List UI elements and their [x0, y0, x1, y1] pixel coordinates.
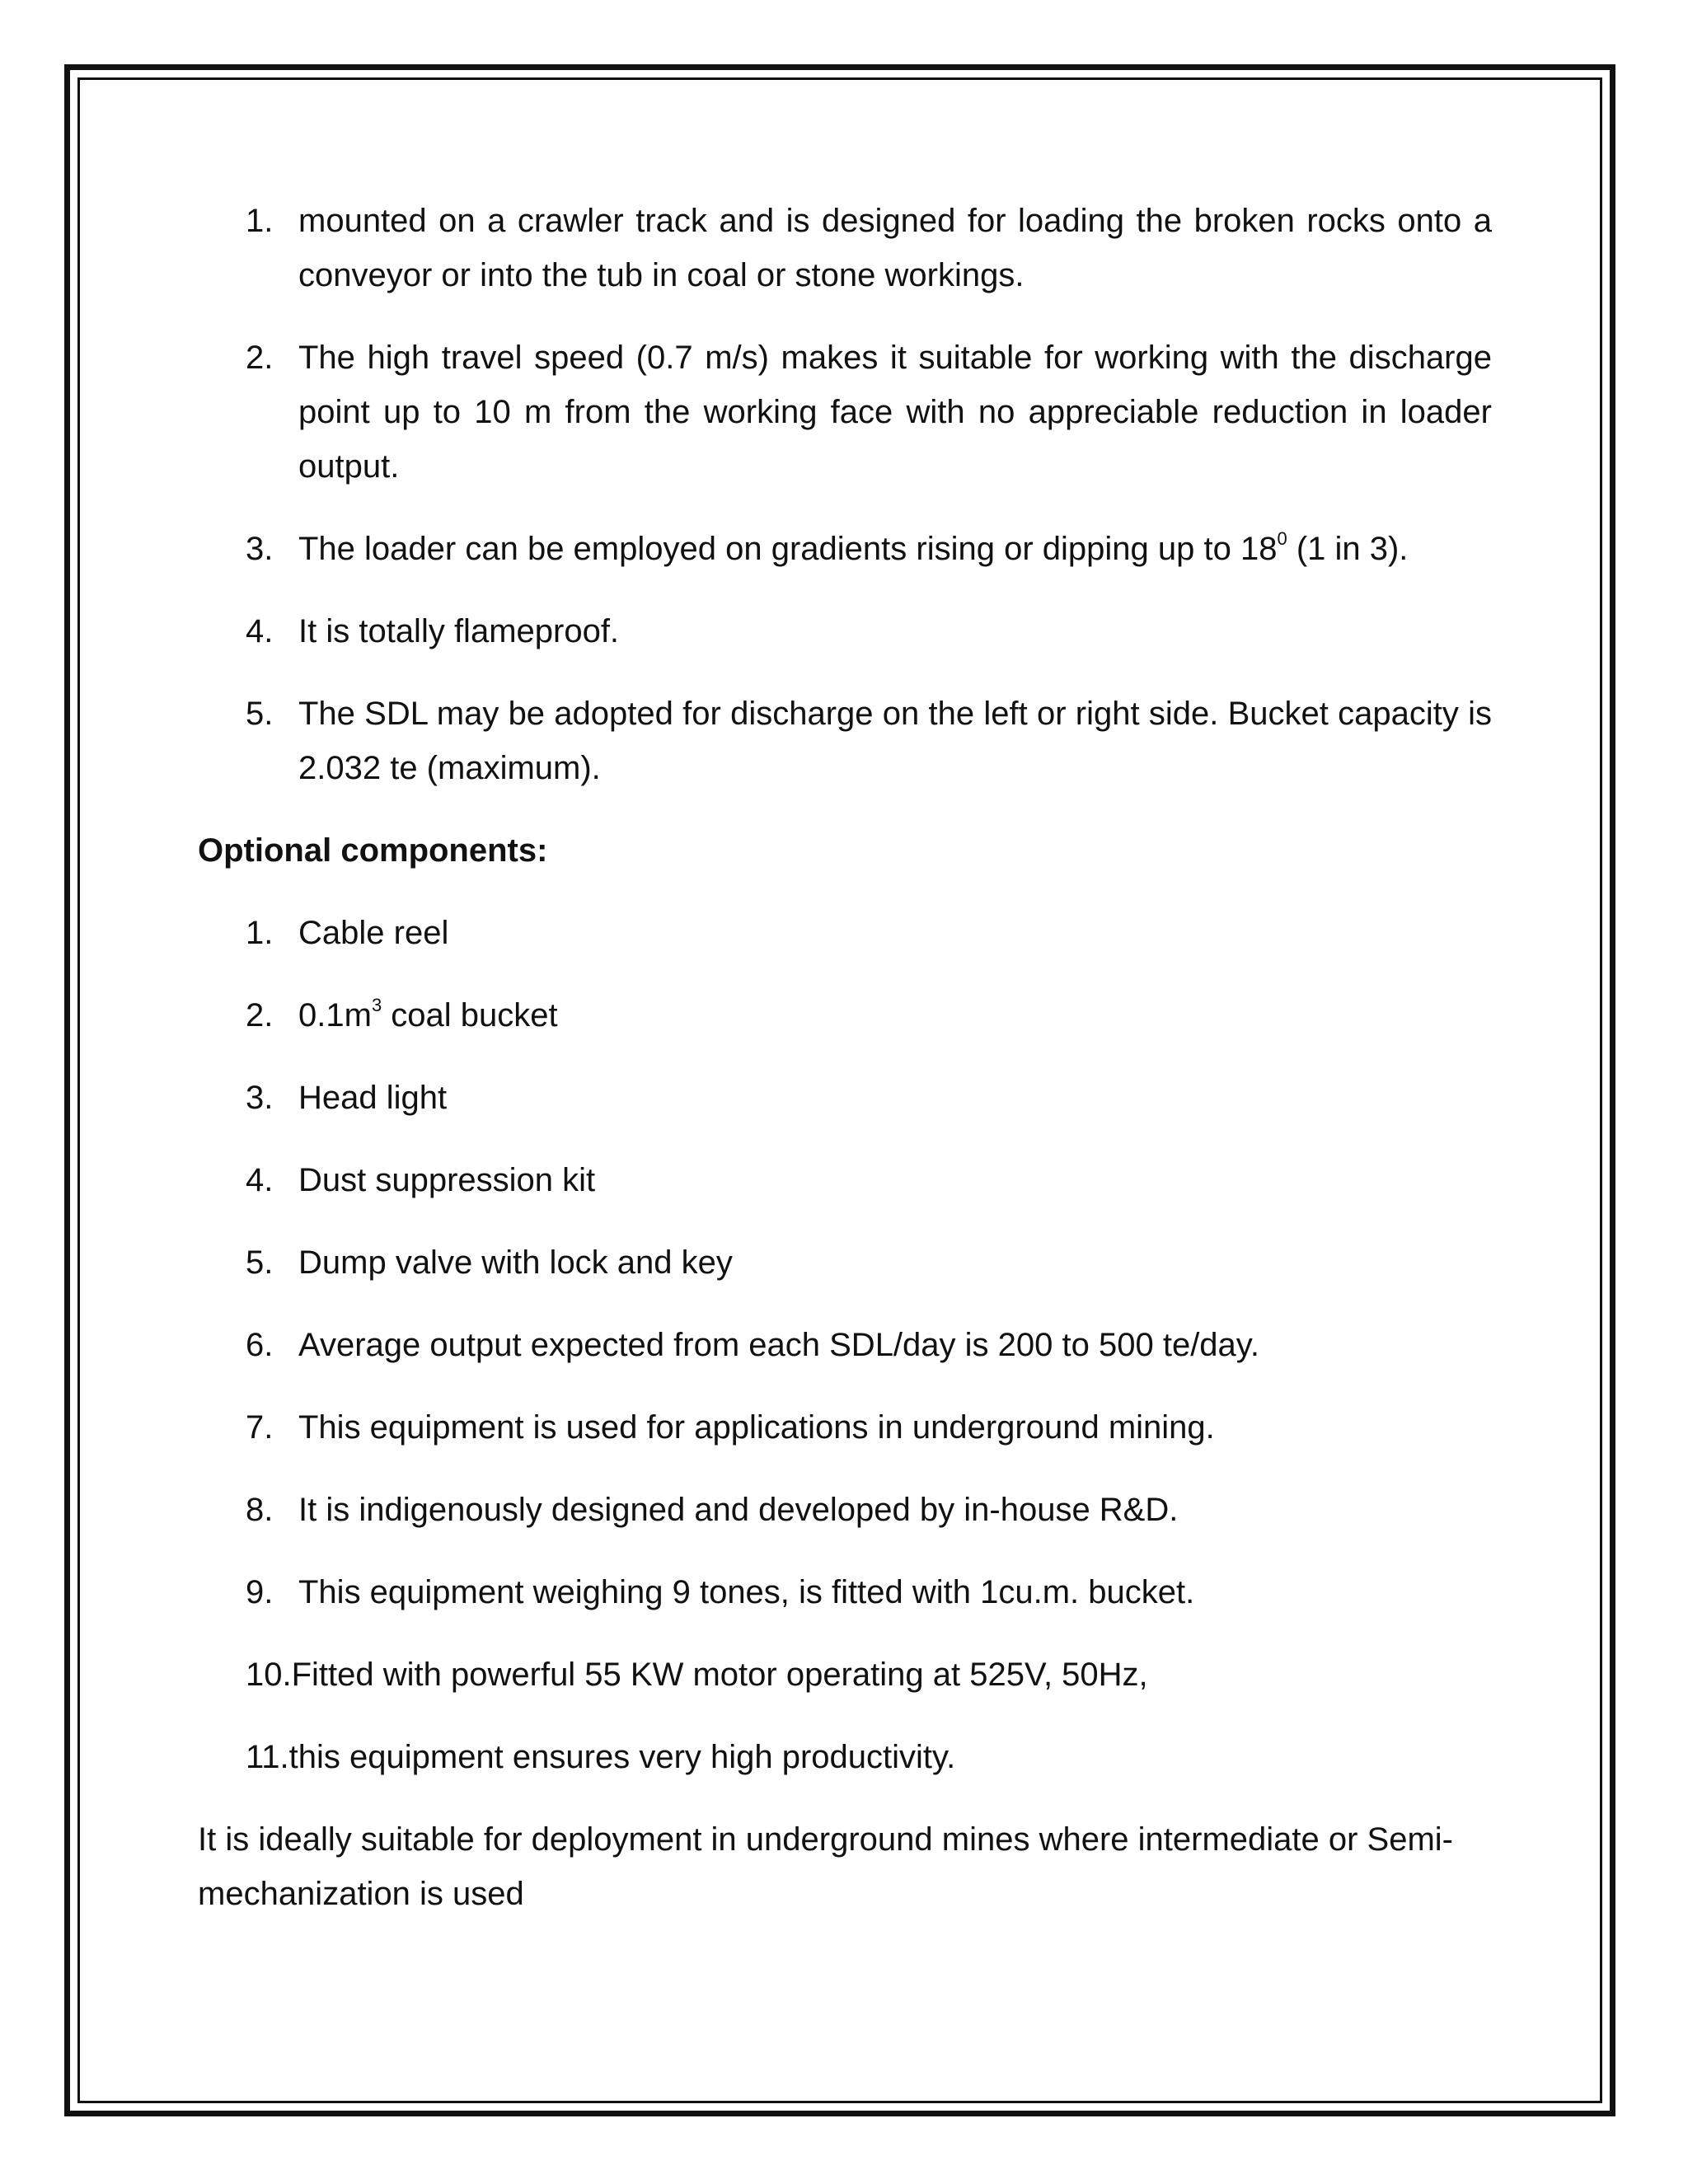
list-text-part: (1 in 3). — [1287, 531, 1409, 567]
list-number: 1. — [246, 915, 274, 951]
list-item — [198, 1730, 1492, 1784]
list-item — [198, 1647, 1492, 1702]
list-text-part: coal bucket — [382, 997, 558, 1033]
list-text: Dump valve with lock and key — [298, 1244, 733, 1281]
list-number: 4. — [246, 613, 274, 649]
list-number: 9. — [246, 1574, 274, 1610]
closing-paragraph: It is ideally suitable for deployment in underground mines where intermediate or Semi- mechanization is used — [198, 1821, 1453, 1912]
list-number: 7. — [246, 1409, 274, 1446]
list-text: 11.this equipment ensures very high productivity. — [246, 1739, 956, 1775]
section-heading: Optional components: — [198, 832, 548, 869]
list-number: 8. — [246, 1492, 274, 1528]
list-number: 6. — [246, 1327, 274, 1363]
list-text: This equipment weighing 9 tones, is fitted with 1cu.m. bucket. — [298, 1574, 1195, 1610]
document-body — [198, 194, 1492, 1921]
list-text: 10.Fitted with powerful 55 KW motor operating at 525V, 50Hz, — [246, 1657, 1148, 1693]
list-text: This equipment is used for applications in underground mining. — [298, 1409, 1215, 1446]
list-item — [198, 1483, 1492, 1537]
list-number: 3. — [246, 531, 274, 567]
list-text: Cable reel — [298, 915, 449, 951]
list-text: Head light — [298, 1080, 448, 1116]
superscript: 3 — [371, 994, 382, 1015]
list-item — [198, 906, 1492, 960]
list-item — [198, 1235, 1492, 1290]
list-item — [198, 604, 1492, 658]
list-item — [198, 522, 1492, 576]
list-item — [198, 1318, 1492, 1372]
list-text: It is totally flameproof. — [298, 613, 620, 649]
list-number: 5. — [246, 1244, 274, 1281]
superscript: 0 — [1277, 527, 1287, 549]
list-item — [198, 687, 1492, 795]
list-item — [198, 1153, 1492, 1207]
list-item — [198, 330, 1492, 494]
list-text: Dust suppression kit — [298, 1162, 596, 1198]
list-number: 2. — [246, 997, 274, 1033]
list-text-part: 0.1m — [298, 997, 372, 1033]
list-number: 5. — [246, 696, 274, 732]
list-text: It is indigenously designed and developed by in-house R&D. — [298, 1492, 1179, 1528]
list-text: Average output expected from each SDL/day is 200 to 500 te/day. — [298, 1327, 1259, 1363]
list-item — [198, 1565, 1492, 1619]
list-item — [198, 988, 1492, 1043]
list-number: 4. — [246, 1162, 274, 1198]
list-item — [198, 1071, 1492, 1125]
list-text: mounted on a crawler track and is designed for loading the broken rocks onto a conveyor or into the tub in coal or stone workings. — [298, 203, 1492, 293]
list-text: The SDL may be adopted for discharge on the left or right side. Bucket capacity is 2.032 te (maximum). — [298, 696, 1492, 786]
list-item — [198, 1400, 1492, 1455]
list-number: 3. — [246, 1080, 274, 1116]
list-text: The high travel speed (0.7 m/s) makes it suitable for working with the discharge point up to 10 m from the working face with no appreciable reduction in loader output. — [298, 340, 1492, 485]
list-item — [198, 194, 1492, 302]
list-number: 2. — [246, 340, 274, 376]
list-text-part: The loader can be employed on gradients rising or dipping up to 18 — [298, 531, 1278, 567]
list-number: 1. — [246, 203, 274, 239]
